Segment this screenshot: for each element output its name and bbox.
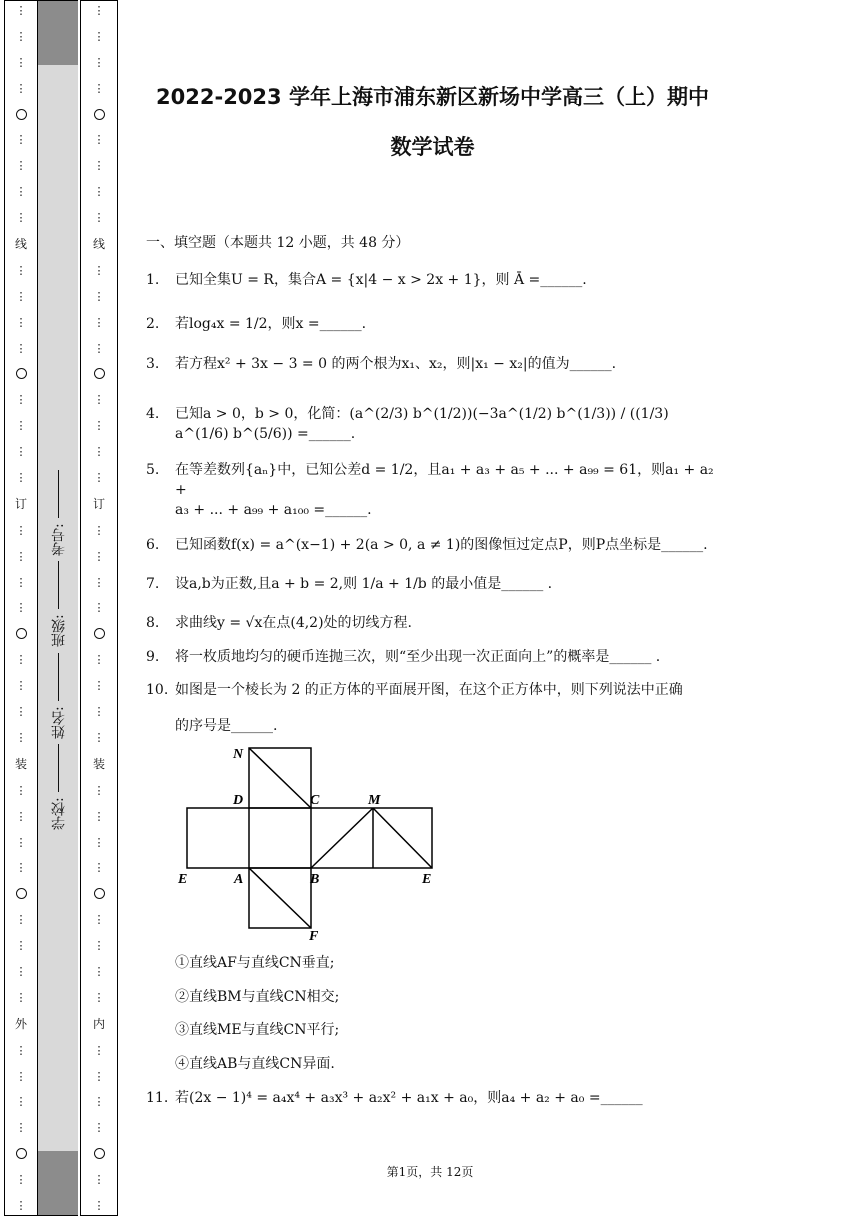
question-text-line-2: a₃ + ... + a₉₉ + a₁₀₀ =______. xyxy=(175,502,372,518)
outer-binding-text xyxy=(5,1,37,1215)
outer-circle-mark xyxy=(16,628,27,639)
outer-dots: ⋮ xyxy=(15,575,27,589)
question-text: 若方程x² + 3x − 3 = 0 的两个根为x₁、x₂，则|x₁ − x₂|的值为______. xyxy=(175,356,617,372)
section-heading: 一、填空题（本题共 12 小题，共 48 分） xyxy=(146,235,410,251)
outer-dots: ⋮ xyxy=(15,549,27,563)
inner-circle-mark xyxy=(94,628,105,639)
option-3: ③直线ME与直线CN平行; xyxy=(175,1022,340,1038)
outer-dots: ⋮ xyxy=(15,393,27,407)
inner-dots: ⋮ xyxy=(93,393,105,407)
inner-dots: ⋮ xyxy=(93,990,105,1004)
inner-binding-text xyxy=(81,1,117,1215)
outer-dots: ⋮ xyxy=(15,159,27,173)
inner-dots: ⋮ xyxy=(93,263,105,277)
inner-dots: ⋮ xyxy=(93,315,105,329)
outer-circle-mark xyxy=(16,1148,27,1159)
inner-dots: ⋮ xyxy=(93,601,105,615)
inner-dots: ⋮ xyxy=(93,419,105,433)
outer-char: 外 xyxy=(14,1016,27,1031)
inner-circle-mark xyxy=(94,1148,105,1159)
question-text-line-2: 的序号是______. xyxy=(175,718,278,734)
question-text: 已知函数f(x) = a^(x−1) + 2(a > 0, a ≠ 1)的图像恒过定点P，则P点坐标是______. xyxy=(175,537,708,553)
label-D: D xyxy=(233,793,244,808)
outer-circle-mark xyxy=(16,368,27,379)
title-line-2: 数学试卷 xyxy=(390,135,475,159)
question-text: 设a,b为正数,且a + b = 2,则 1/a + 1/b 的最小值是______ . xyxy=(175,576,553,592)
question-text: 已知a > 0，b > 0，化简：(a^(2/3) b^(1/2))(−3a^(1/2) b^(1/3)) / ((1/3) a^(1/6) b^(5/6)) =______. xyxy=(175,406,669,442)
question-text: 求曲线y = √x在点(4,2)处的切线方程. xyxy=(175,615,412,631)
option-2: ②直线BM与直线CN相交; xyxy=(175,989,340,1005)
inner-dots: ⋮ xyxy=(93,835,105,849)
outer-dots: ⋮ xyxy=(15,263,27,277)
label-E-right: E xyxy=(422,872,432,887)
question-text: 如图是一个棱长为 2 的正方体的平面展开图，在这个正方体中，则下列说法中正确 xyxy=(175,682,683,698)
outer-dots: ⋮ xyxy=(15,679,27,693)
cube-net-figure xyxy=(170,740,450,945)
inner-dots: ⋮ xyxy=(93,575,105,589)
inner-dots: ⋮ xyxy=(93,913,105,927)
label-F: F xyxy=(309,929,319,944)
inner-dots: ⋮ xyxy=(93,55,105,69)
outer-dots: ⋮ xyxy=(15,419,27,433)
label-C: C xyxy=(310,793,320,808)
outer-dots: ⋮ xyxy=(15,601,27,615)
page-title xyxy=(140,72,725,172)
inner-dots: ⋮ xyxy=(93,1198,105,1212)
label-N: N xyxy=(233,747,244,762)
question-text: 若(2x − 1)⁴ = a₄x⁴ + a₃x³ + a₂x² + a₁x + a₀，则a₄ + a₂ + a₀ =______ xyxy=(175,1090,643,1106)
outer-dots: ⋮ xyxy=(15,705,27,719)
inner-dots: ⋮ xyxy=(93,549,105,563)
label-E-left: E xyxy=(178,872,188,887)
outer-binding-strip xyxy=(4,0,38,1216)
outer-dots: ⋮ xyxy=(15,730,27,744)
option-1: ①直线AF与直线CN垂直; xyxy=(175,955,335,971)
field-class: 班级: xyxy=(51,614,67,648)
inner-char: 内 xyxy=(92,1016,105,1031)
option-4: ④直线AB与直线CN异面. xyxy=(175,1056,335,1072)
inner-dots: ⋮ xyxy=(93,1043,105,1057)
question-text: 将一枚质地均匀的硬币连抛三次，则“至少出现一次正面向上”的概率是______ . xyxy=(175,649,661,665)
outer-dots: ⋮ xyxy=(15,835,27,849)
inner-dots: ⋮ xyxy=(93,185,105,199)
label-B: B xyxy=(310,872,320,887)
outer-dots: ⋮ xyxy=(15,55,27,69)
inner-dots: ⋮ xyxy=(93,471,105,485)
question-text: 若log₄x = 1/2，则x =______. xyxy=(175,316,367,332)
outer-dots: ⋮ xyxy=(15,185,27,199)
field-name: 姓名: xyxy=(51,705,67,739)
student-info-fields xyxy=(44,470,74,830)
outer-circle-mark xyxy=(16,109,27,120)
outer-dots: ⋮ xyxy=(15,471,27,485)
inner-binding-strip xyxy=(80,0,118,1216)
outer-dots: ⋮ xyxy=(15,523,27,537)
outer-dots: ⋮ xyxy=(15,653,27,667)
outer-dots: ⋮ xyxy=(15,1173,27,1187)
inner-dots: ⋮ xyxy=(93,29,105,43)
outer-dots: ⋮ xyxy=(15,315,27,329)
field-school: 学校: xyxy=(51,797,67,830)
question-text: 已知全集U = R，集合A = {x|4 − x > 2x + 1}，则 Ā =______. xyxy=(175,272,587,288)
inner-char: 线 xyxy=(92,237,105,252)
field-exam-number: 考号: xyxy=(51,523,67,557)
inner-dots: ⋮ xyxy=(93,861,105,875)
outer-char: 装 xyxy=(14,756,27,771)
inner-dots: ⋮ xyxy=(93,964,105,978)
outer-dots: ⋮ xyxy=(15,861,27,875)
inner-dots: ⋮ xyxy=(93,730,105,744)
outer-dots: ⋮ xyxy=(15,964,27,978)
inner-dots: ⋮ xyxy=(93,653,105,667)
outer-dots: ⋮ xyxy=(15,341,27,355)
outer-dots: ⋮ xyxy=(15,211,27,225)
inner-dots: ⋮ xyxy=(93,679,105,693)
inner-dots: ⋮ xyxy=(93,809,105,823)
outer-dots: ⋮ xyxy=(15,1121,27,1135)
inner-circle-mark xyxy=(94,368,105,379)
page-footer: 第1页，共 12页 xyxy=(386,1165,474,1179)
outer-dots: ⋮ xyxy=(15,1198,27,1212)
inner-dots: ⋮ xyxy=(93,159,105,173)
inner-dots: ⋮ xyxy=(93,289,105,303)
outer-circle-mark xyxy=(16,888,27,899)
inner-dots: ⋮ xyxy=(93,939,105,953)
outer-char: 订 xyxy=(14,496,27,511)
inner-dots: ⋮ xyxy=(93,1095,105,1109)
outer-dots: ⋮ xyxy=(15,289,27,303)
outer-dots: ⋮ xyxy=(15,81,27,95)
inner-dots: ⋮ xyxy=(93,523,105,537)
inner-dots: ⋮ xyxy=(93,1121,105,1135)
inner-dots: ⋮ xyxy=(93,211,105,225)
outer-dots: ⋮ xyxy=(15,990,27,1004)
inner-dots: ⋮ xyxy=(93,341,105,355)
outer-char: 线 xyxy=(14,237,27,252)
inner-dots: ⋮ xyxy=(93,1173,105,1187)
outer-dots: ⋮ xyxy=(15,4,27,17)
inner-circle-mark xyxy=(94,109,105,120)
outer-dots: ⋮ xyxy=(15,913,27,927)
outer-dots: ⋮ xyxy=(15,1043,27,1057)
inner-char: 订 xyxy=(92,496,105,511)
outer-dots: ⋮ xyxy=(15,1095,27,1109)
inner-char: 装 xyxy=(92,756,105,771)
inner-dots: ⋮ xyxy=(93,445,105,459)
inner-dots: ⋮ xyxy=(93,705,105,719)
label-A: A xyxy=(234,872,244,887)
outer-dots: ⋮ xyxy=(15,783,27,797)
top-gray-block xyxy=(38,1,78,65)
outer-dots: ⋮ xyxy=(15,1069,27,1083)
outer-dots: ⋮ xyxy=(15,809,27,823)
bottom-gray-block xyxy=(38,1151,78,1215)
inner-dots: ⋮ xyxy=(93,4,105,17)
title-line-1: 2022-2023 学年上海市浦东新区新场中学高三（上）期中 xyxy=(156,85,709,109)
inner-dots: ⋮ xyxy=(93,783,105,797)
question-text: 在等差数列{aₙ}中，已知公差d = 1/2，且a₁ + a₃ + a₅ + ... + a₉₉ = 61，则a₁ + a₂ + xyxy=(175,462,714,498)
inner-dots: ⋮ xyxy=(93,133,105,147)
outer-dots: ⋮ xyxy=(15,939,27,953)
inner-circle-mark xyxy=(94,888,105,899)
label-M: M xyxy=(368,793,381,808)
outer-dots: ⋮ xyxy=(15,445,27,459)
inner-dots: ⋮ xyxy=(93,1069,105,1083)
inner-dots: ⋮ xyxy=(93,81,105,95)
outer-dots: ⋮ xyxy=(15,29,27,43)
outer-dots: ⋮ xyxy=(15,133,27,147)
